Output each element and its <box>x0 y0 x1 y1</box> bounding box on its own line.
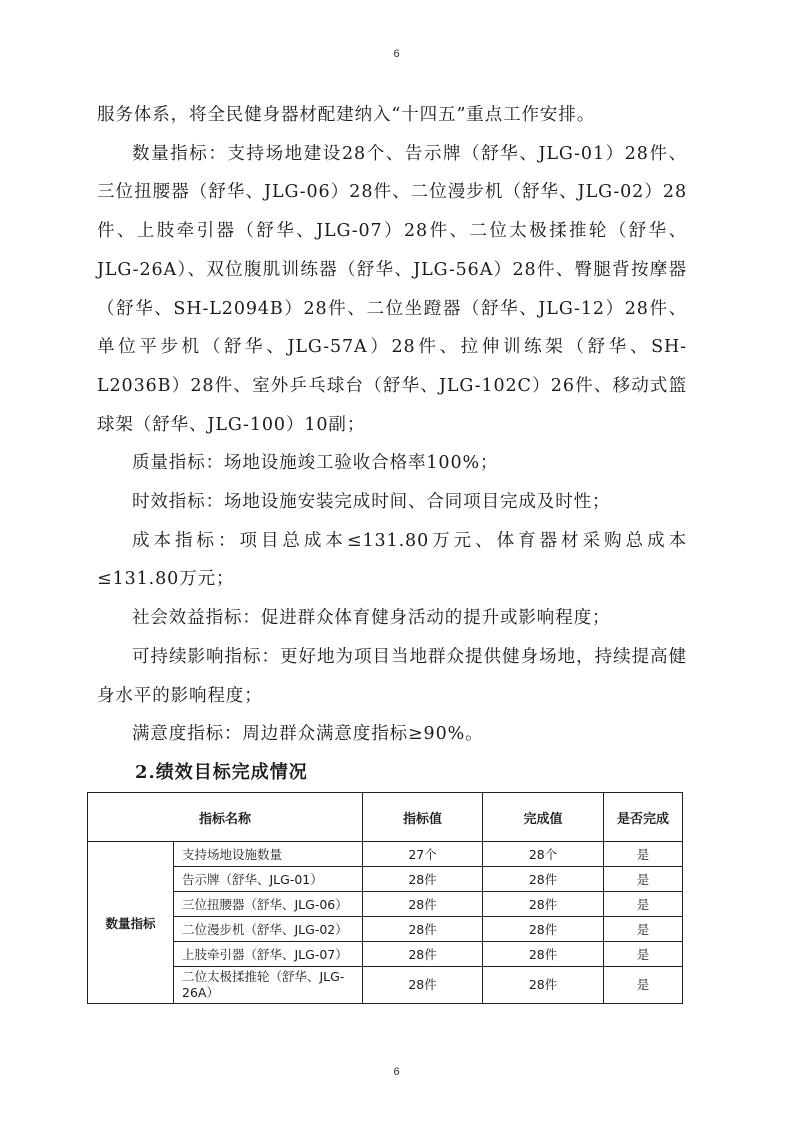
row-done: 是 <box>604 892 683 917</box>
row-name: 上肢牵引器（舒华、JLG-07） <box>174 942 363 967</box>
paragraph-intro: 服务体系，将全民健身器材配建纳入“十四五”重点工作安排。 <box>97 105 596 125</box>
paragraph-cost-indicator: 成本指标：项目总成本≤131.80万元、体育器材采购总成本≤131.80万元； <box>97 530 687 590</box>
row-target: 28件 <box>363 967 483 1004</box>
row-name: 三位扭腰器（舒华、JLG-06） <box>174 892 363 917</box>
row-target: 28件 <box>363 867 483 892</box>
paragraph-quantity-indicator: 数量指标：支持场地建设28个、告示牌（舒华、JLG-01）28件、三位扭腰器（舒华、JLG-06）28件、二位漫步机（舒华、JLG-02）28件、上肢牵引器（舒华、JLG-07）28件、二位太极揉推轮（舒华、JLG-26A）、双位腹肌训练器（舒华、JLG-56A）28件、臀腿背按摩器（舒华、SH-L2094B）28件、二位坐蹬器（舒华、JLG-12）28件、单位平步机（舒华、JLG-57A）28件、拉伸训练架（舒华、SH-L2036B）28件、室外乒乓球台（舒华、JLG-102C）26件、移动式篮球架（舒华、JLG-100）10副； <box>97 143 687 435</box>
row-actual: 28件 <box>483 892 604 917</box>
group-cell: 数量指标 <box>88 842 174 1004</box>
row-target: 28件 <box>363 917 483 942</box>
row-actual: 28件 <box>483 967 604 1004</box>
row-name: 二位太极揉推轮（舒华、JLG-26A） <box>174 967 363 1004</box>
header-actual-value: 完成值 <box>483 793 604 842</box>
table-header-row <box>88 793 683 842</box>
table-row <box>88 842 683 867</box>
row-name: 二位漫步机（舒华、JLG-02） <box>174 917 363 942</box>
row-actual: 28件 <box>483 942 604 967</box>
row-name: 支持场地设施数量 <box>174 842 363 867</box>
paragraph-social-benefit-indicator: 社会效益指标：促进群众体育健身活动的提升或影响程度； <box>132 608 611 629</box>
page-number-bottom: 6 <box>393 1066 400 1078</box>
row-name: 告示牌（舒华、JLG-01） <box>174 867 363 892</box>
row-done: 是 <box>604 917 683 942</box>
paragraph-satisfaction-indicator: 满意度指标：周边群众满意度指标≥90%。 <box>132 724 484 745</box>
header-target-value: 指标值 <box>363 793 483 842</box>
row-target: 28件 <box>363 942 483 967</box>
row-target: 28件 <box>363 892 483 917</box>
paragraph-quality-indicator: 质量指标：场地设施竣工验收合格率100%； <box>132 453 499 474</box>
row-target: 27个 <box>363 842 483 867</box>
body-text <box>97 96 687 754</box>
row-done: 是 <box>604 942 683 967</box>
header-completed: 是否完成 <box>604 793 683 842</box>
row-done: 是 <box>604 867 683 892</box>
paragraph-timeliness-indicator: 时效指标：场地设施安装完成时间、合同项目完成及时性； <box>132 492 611 513</box>
section-heading: 2.绩效目标完成情况 <box>135 762 308 783</box>
row-actual: 28件 <box>483 867 604 892</box>
row-actual: 28件 <box>483 917 604 942</box>
row-actual: 28个 <box>483 842 604 867</box>
paragraph-sustainability-indicator: 可持续影响指标：更好地为项目当地群众提供健身场地，持续提高健身水平的影响程度； <box>97 646 687 706</box>
row-done: 是 <box>604 967 683 1004</box>
performance-table <box>87 792 683 1004</box>
page-number-top: 6 <box>393 48 400 60</box>
table-row <box>88 892 683 917</box>
row-done: 是 <box>604 842 683 867</box>
table-row <box>88 867 683 892</box>
table-row <box>88 942 683 967</box>
table-row <box>88 917 683 942</box>
header-indicator-name: 指标名称 <box>88 793 363 842</box>
table-row <box>88 967 683 1004</box>
